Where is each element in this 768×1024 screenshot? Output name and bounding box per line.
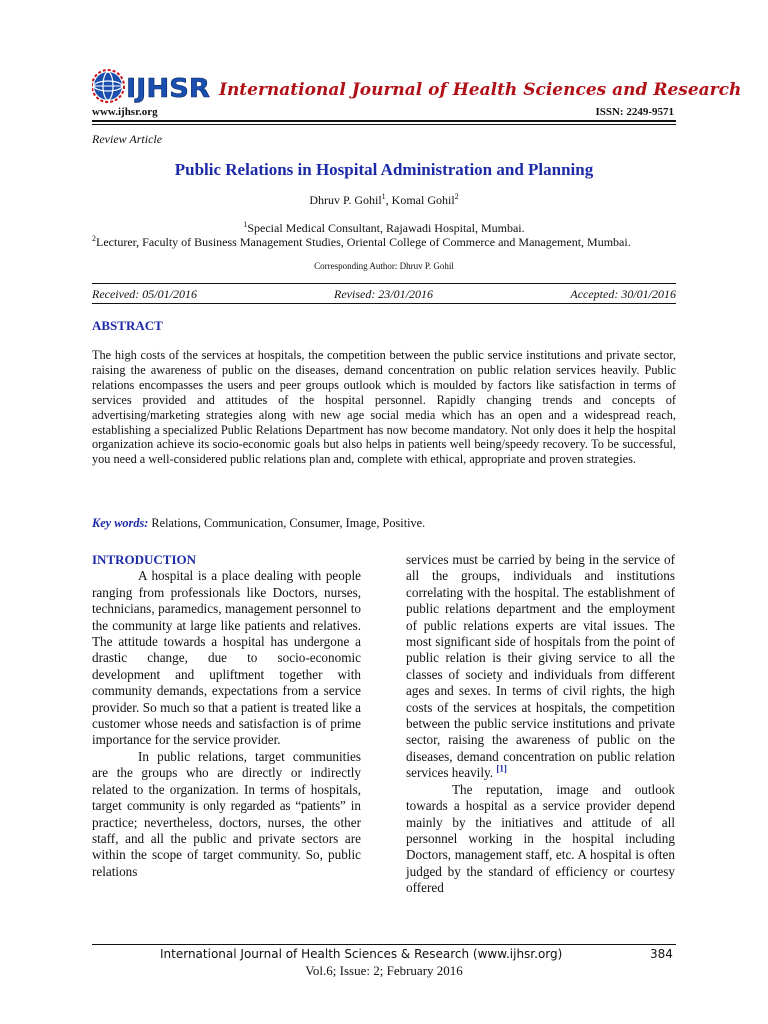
paragraph: A hospital is a place dealing with people ranging from professionals like Doctors, nurses, technicians, paramedics, management personnel to the community at large like patients and relatives. The attitude towards a hospital has undergone a drastic change, due to socio-economic development and upliftment together with community demands, expectations from a service provider. So much so that a patient is treated like a customer whose needs and satisfaction is of prime importance for the service provider. (92, 568, 361, 748)
paragraph-text: in practice; nevertheless, doctors, nurses, the other staff, and all the public and private sectors are within the scope of target community. So, public relations (92, 798, 362, 879)
keywords-text: Relations, Communication, Consumer, Image, Positive. (148, 516, 426, 530)
abstract-heading: ABSTRACT (92, 318, 163, 333)
abstract-text: The high costs of the services at hospitals, the competition between the public service institutions and private sector, raising the awareness of public on the diseases, demand concentration on public relation services heavily. Public relations encompasses the users and peer groups outlook which is moulded by factors like satisfaction in terms of services provided and attitudes of the hospital personnel. Rapidly changing trends and concepts of advertising/marketing strategies along with new age social media which has an open and a widespread reach, establishing a specialized Public Relations Department has now become mandatory. Not only does it help the hospital organization achieve its socio-economic goals but also helps in patients well being/speedy recovery. To be successful, you need a well-considered public relations plan and, complete with ethical, appropriate and proven strategies. (92, 348, 676, 467)
paragraph-text: community is only regarded as “patients” (127, 798, 346, 814)
reference-link[interactable]: [1] (496, 763, 507, 774)
paragraph (92, 749, 361, 880)
footer-volume: Vol.6; Issue: 2; February 2016 (305, 963, 463, 978)
author-2-affil: 2 (454, 192, 459, 201)
dates-rule-bottom (92, 303, 676, 304)
footer-rule (92, 944, 676, 945)
keywords-label: Key words: (92, 516, 149, 530)
author-separator: , (385, 193, 392, 207)
globe-icon (92, 70, 124, 102)
paragraph-text: services must be carried by being in the service of all the groups, individuals and institutions correlating with the hospital. The establishment of public relations department and the employment of public relations experts are vital issues. The most significant side of hospitals from the point of public relation is their giving service to all the classes of society and individuals from different ages and sexes. In terms of civil rights, the high costs of the services at hospitals, the competition between the public service institutions and private sector, raising the awareness of public on the diseases, demand concentration on public relation services heavily. (406, 552, 675, 781)
article-type: Review Article (92, 132, 163, 146)
affiliation-2-num: 2 (92, 234, 96, 243)
journal-issn: ISSN: 2249-9571 (595, 106, 674, 118)
paragraph-text: In public relations, target communities are the groups who are directly or indirectly related to the organization. In terms of hospitals, target (92, 748, 361, 814)
author-2: Komal Gohil (391, 193, 455, 207)
header-rule-thin (92, 124, 676, 125)
author-1-affil: 1 (381, 192, 386, 201)
received-date: Received: 05/01/2016 (92, 287, 197, 301)
page-number: 384 (650, 947, 673, 961)
journal-title: International Journal of Health Sciences and Research (219, 80, 742, 100)
revised-date: Revised: 23/01/2016 (334, 287, 433, 301)
paragraph: The reputation, image and outlook towards a hospital as a service provider depend mainly by the initiatives and attitude of all personnel working in the hospital including Doctors, management staff, etc. A hospital is often judged by the standard of efficiency or courtesy offered (406, 781, 675, 896)
affiliation-1-num: 1 (243, 220, 248, 229)
affiliation-1-text: Special Medical Consultant, Rajawadi Hospital, Mumbai. (247, 221, 525, 235)
keywords (92, 516, 676, 531)
paper-title: Public Relations in Hospital Administration and Planning (174, 160, 594, 179)
affiliation-2-text: Lecturer, Faculty of Business Management Studies, Oriental College of Commerce and Management, Mumbai. (96, 235, 631, 249)
ijhsr-logo (92, 67, 212, 105)
body-column-left (92, 552, 361, 880)
footer-journal: International Journal of Health Sciences & Research (www.ijhsr.org) (160, 947, 563, 961)
accepted-date: Accepted: 30/01/2016 (570, 287, 676, 301)
logo-text: IJHSR (126, 74, 210, 104)
header-rule (92, 120, 676, 122)
journal-website[interactable]: www.ijhsr.org (92, 106, 158, 118)
introduction-heading: INTRODUCTION (92, 552, 197, 567)
body-column-right (406, 552, 675, 897)
dates-rule-top (92, 283, 676, 284)
affiliation-1 (0, 221, 768, 236)
author-1: Dhruv P. Gohil (309, 193, 382, 207)
author-line (0, 193, 768, 208)
corresponding-author: Corresponding Author: Dhruv P. Gohil (314, 261, 454, 271)
affiliation-2 (92, 235, 692, 250)
paragraph (406, 552, 675, 782)
